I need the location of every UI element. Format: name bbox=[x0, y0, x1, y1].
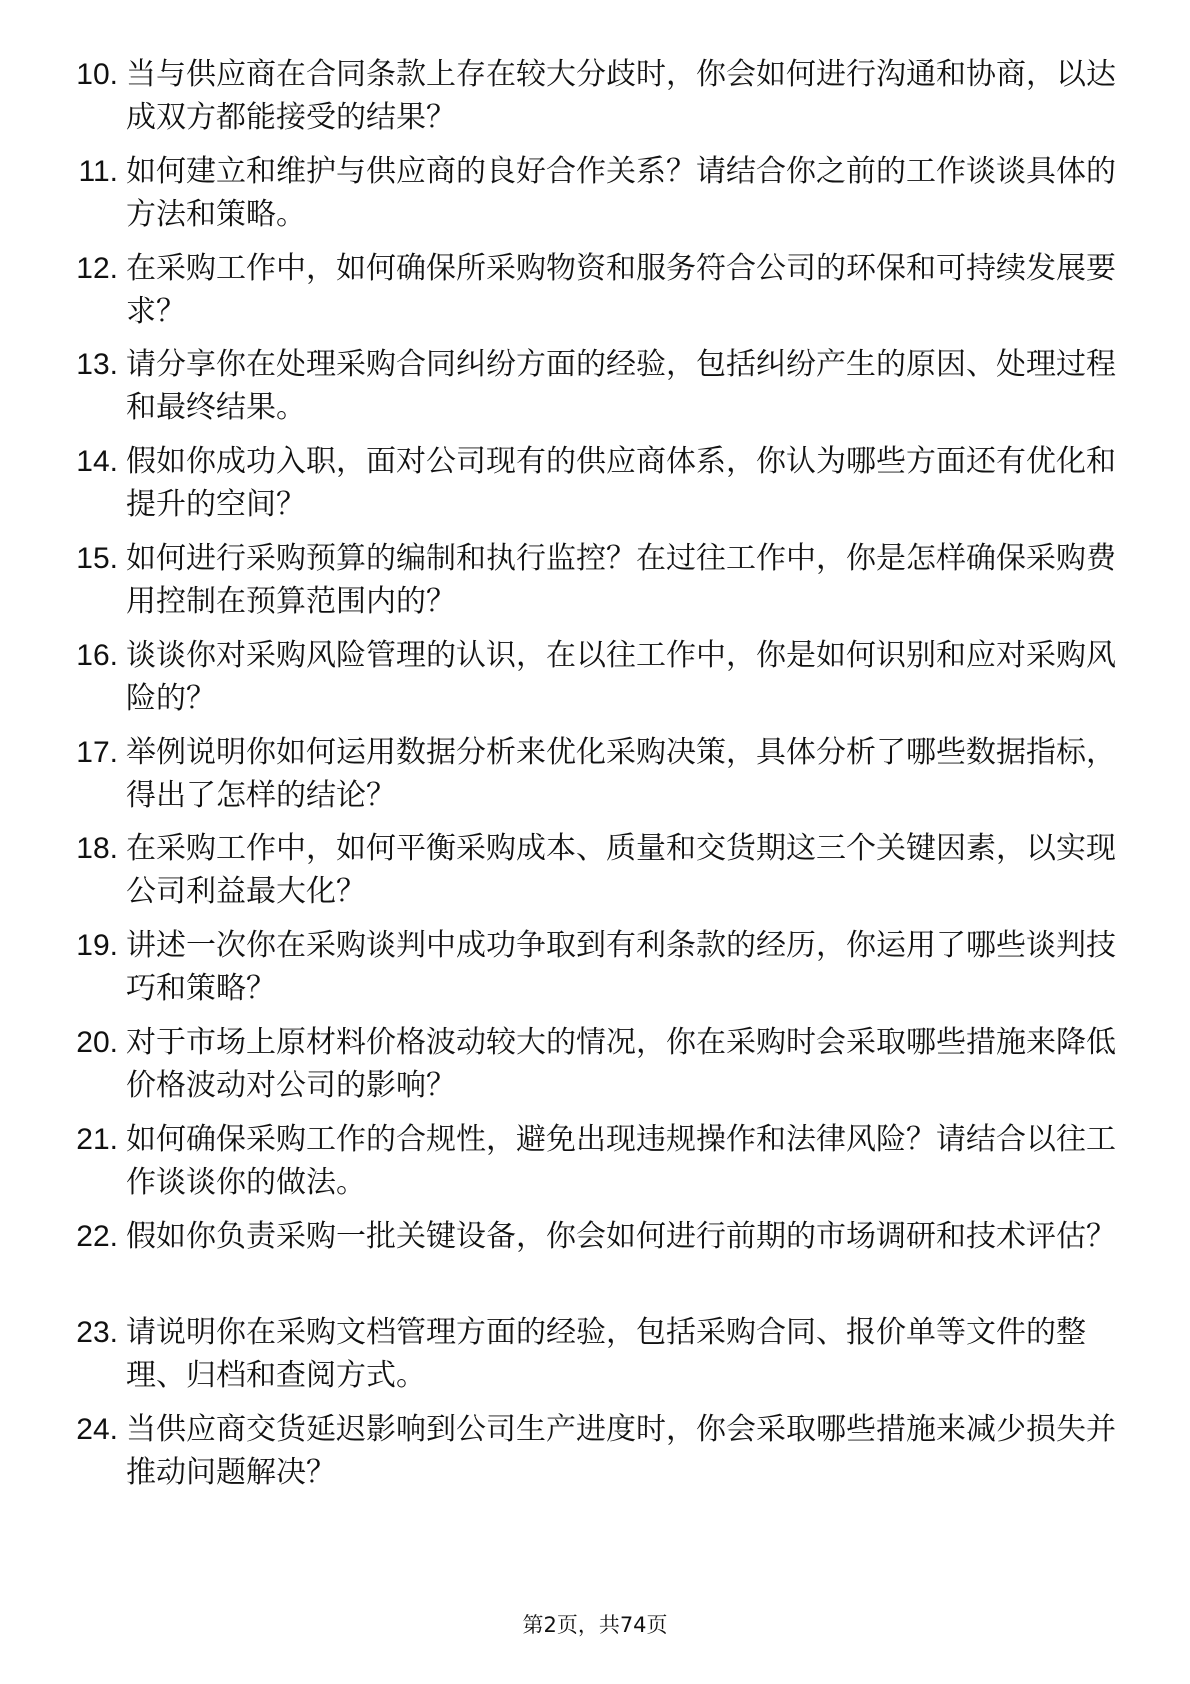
question-number: 14. bbox=[76, 445, 118, 479]
question-number: 13. bbox=[76, 348, 118, 382]
question-text: 当与供应商在合同条款上存在较大分歧时，你会如何进行沟通和协商，以达成双方都能接受的结果？ bbox=[126, 57, 1116, 135]
question-item bbox=[0, 1021, 1190, 1118]
question-number: 20. bbox=[76, 1025, 118, 1059]
question-number: 21. bbox=[76, 1122, 118, 1156]
question-text: 请分享你在处理采购合同纠纷方面的经验，包括纠纷产生的原因、处理过程和最终结果。 bbox=[126, 347, 1116, 426]
question-text: 假如你负责采购一批关键设备，你会如何进行前期的市场调研和技术评估？ bbox=[126, 1218, 1116, 1254]
question-item bbox=[0, 731, 1190, 828]
question-text: 请说明你在采购文档管理方面的经验，包括采购合同、报价单等文件的整理、归档和查阅方式。 bbox=[126, 1315, 1086, 1394]
question-item bbox=[0, 1311, 1190, 1408]
question-text: 假如你成功入职，面对公司现有的供应商体系，你认为哪些方面还有优化和提升的空间？ bbox=[126, 444, 1116, 523]
question-text: 讲述一次你在采购谈判中成功争取到有利条款的经历，你运用了哪些谈判技巧和策略？ bbox=[126, 928, 1116, 1007]
question-text: 如何建立和维护与供应商的良好合作关系？请结合你之前的工作谈谈具体的方法和策略。 bbox=[126, 153, 1116, 232]
question-text: 在采购工作中，如何确保所采购物资和服务符合公司的环保和可持续发展要求？ bbox=[126, 250, 1116, 329]
question-text: 在采购工作中，如何平衡采购成本、质量和交货期这三个关键因素，以实现公司利益最大化？ bbox=[126, 831, 1116, 910]
question-number: 16. bbox=[76, 638, 118, 672]
question-item bbox=[0, 537, 1190, 634]
question-list bbox=[0, 53, 1190, 1505]
question-item bbox=[0, 440, 1190, 537]
question-number: 10. bbox=[76, 58, 118, 91]
question-item bbox=[0, 1408, 1190, 1505]
question-number: 15. bbox=[76, 541, 118, 575]
question-number: 23. bbox=[76, 1316, 118, 1350]
question-item bbox=[0, 827, 1190, 924]
page-footer: 第2页，共74页 bbox=[522, 1613, 668, 1637]
question-item bbox=[0, 1118, 1190, 1215]
question-number: 24. bbox=[76, 1413, 118, 1447]
question-number: 17. bbox=[76, 735, 118, 769]
question-item bbox=[0, 247, 1190, 344]
question-number: 11. bbox=[78, 154, 118, 188]
question-item bbox=[0, 53, 1190, 150]
question-number: 18. bbox=[76, 832, 118, 866]
question-item bbox=[0, 634, 1190, 731]
question-number: 22. bbox=[76, 1219, 118, 1253]
question-item bbox=[0, 150, 1190, 247]
question-text: 谈谈你对采购风险管理的认识，在以往工作中，你是如何识别和应对采购风险的？ bbox=[126, 637, 1116, 716]
question-item bbox=[0, 924, 1190, 1021]
question-number: 12. bbox=[76, 251, 118, 285]
question-item bbox=[0, 1215, 1190, 1312]
question-item bbox=[0, 343, 1190, 440]
question-text: 对于市场上原材料价格波动较大的情况，你在采购时会采取哪些措施来降低价格波动对公司的影响？ bbox=[126, 1024, 1116, 1103]
question-text: 如何确保采购工作的合规性，避免出现违规操作和法律风险？请结合以往工作谈谈你的做法。 bbox=[126, 1121, 1116, 1200]
question-text: 举例说明你如何运用数据分析来优化采购决策，具体分析了哪些数据指标，得出了怎样的结论？ bbox=[126, 734, 1116, 813]
question-number: 19. bbox=[76, 929, 118, 963]
question-text: 如何进行采购预算的编制和执行监控？在过往工作中，你是怎样确保采购费用控制在预算范围内的？ bbox=[126, 540, 1116, 619]
question-text: 当供应商交货延迟影响到公司生产进度时，你会采取哪些措施来减少损失并推动问题解决？ bbox=[126, 1412, 1116, 1491]
